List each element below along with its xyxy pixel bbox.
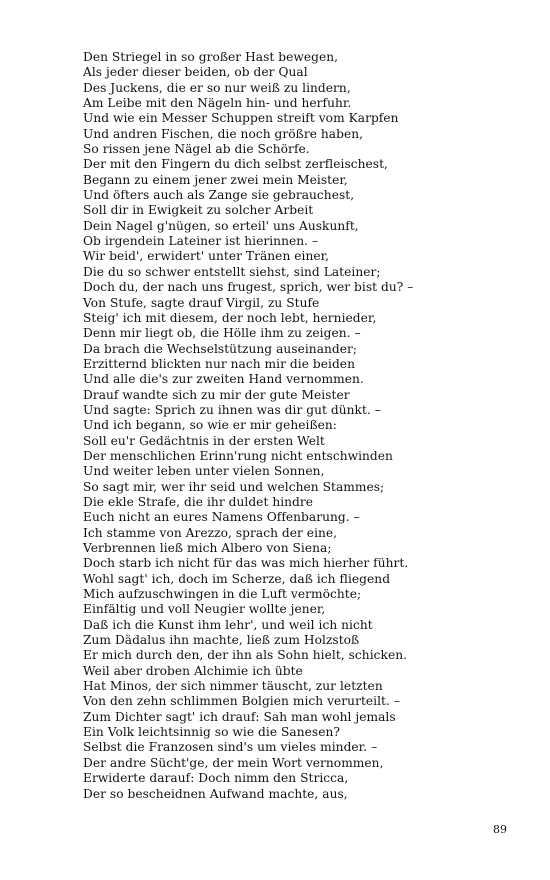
verse-line: Mich aufzuschwingen in die Luft vermöchte; — [83, 587, 362, 602]
verse-text — [83, 50, 523, 802]
verse-line: Euch nicht an eures Namens Offenbarung. – — [83, 510, 360, 525]
verse-line: So sagt mir, wer ihr seid und welchen Stammes; — [83, 479, 385, 494]
verse-line: Begann zu einem jener zwei mein Meister, — [83, 172, 348, 187]
verse-line: Wohl sagt' ich, doch im Scherze, daß ich fliegend — [83, 571, 391, 586]
verse-line: Da brach die Wechselstützung auseinander; — [83, 341, 358, 356]
verse-line: Selbst die Franzosen sind's um vieles minder. – — [83, 740, 378, 755]
verse-line: Den Striegel in so großer Hast bewegen, — [83, 50, 339, 64]
verse-line: Von den zehn schlimmen Bolgien mich verurteilt. – — [83, 694, 400, 709]
verse-line: Die du so schwer entstellt siehst, sind Lateiner; — [83, 264, 381, 279]
verse-line: Dein Nagel g'nügen, so erteil' uns Auskunft, — [83, 218, 359, 233]
verse-line: Ob irgendein Lateiner ist hierinnen. – — [83, 234, 319, 249]
verse-line: Und andren Fischen, die noch größre haben, — [83, 126, 364, 141]
verse-line: Soll eu'r Gedächtnis in der ersten Welt — [83, 433, 325, 448]
verse-line: So rissen jene Nägel ab die Schörfe. — [83, 142, 310, 157]
verse-line: Zum Dädalus ihn machte, ließ zum Holzstoß — [83, 633, 360, 648]
verse-line: Doch du, der nach uns frugest, sprich, wer bist du? – — [83, 280, 414, 295]
verse-line: Der andre Sücht'ge, der mein Wort vernommen, — [83, 755, 384, 770]
verse-line: Ein Volk leichtsinnig so wie die Sanesen? — [83, 725, 340, 740]
verse-line: Von Stufe, sagte drauf Virgil, zu Stufe — [83, 295, 320, 310]
verse-line: Erwiderte darauf: Doch nimm den Stricca, — [83, 771, 349, 786]
verse-line: Soll dir in Ewigkeit zu solcher Arbeit — [83, 203, 314, 218]
verse-line: Steig' ich mit diesem, der noch lebt, hernieder, — [83, 310, 377, 325]
verse-line: Verbrennen ließ mich Albero von Siena; — [83, 541, 332, 555]
verse-line: Er mich durch den, der ihn als Sohn hielt, schicken. — [83, 648, 408, 663]
verse-line: Und öfters auch als Zange sie gebrauchest, — [83, 188, 355, 203]
verse-line: Erzitternd blickten nur nach mir die beiden — [83, 356, 355, 371]
page-number: 89 — [493, 823, 507, 836]
verse-line: Ich stamme von Arezzo, sprach der eine, — [83, 525, 338, 540]
verse-line: Und alle die's zur zweiten Hand vernommen. — [83, 372, 364, 387]
verse-line: Drauf wandte sich zu mir der gute Meister — [83, 387, 350, 402]
verse-line: Des Juckens, die er so nur weiß zu lindern, — [83, 80, 351, 95]
verse-line: Und ich begann, so wie er mir geheißen: — [83, 418, 337, 433]
verse-line: Doch starb ich nicht für das was mich hierher führt. — [83, 556, 409, 571]
verse-line: Hat Minos, der sich nimmer täuscht, zur letzten — [83, 679, 383, 694]
verse-line: Weil aber droben Alchimie ich übte — [83, 663, 303, 678]
verse-line: Der menschlichen Erinn'rung nicht entschwinden — [83, 448, 393, 463]
verse-line: Der so bescheidnen Aufwand machte, aus, — [83, 786, 348, 801]
verse-line: Und wie ein Messer Schuppen streift vom Karpfen — [83, 111, 399, 126]
verse-line: Der mit den Fingern du dich selbst zerfleischest, — [83, 157, 388, 172]
verse-line: Am Leibe mit den Nägeln hin- und herfuhr. — [83, 96, 352, 111]
verse-line: Zum Dichter sagt' ich drauf: Sah man wohl jemals — [83, 709, 396, 724]
verse-line: Denn mir liegt ob, die Hölle ihm zu zeigen. – — [83, 326, 361, 341]
verse-line: Als jeder dieser beiden, ob der Qual — [83, 65, 308, 80]
verse-line: Und weiter leben unter vielen Sonnen, — [83, 464, 325, 479]
verse-line: Einfältig und voll Neugier wollte jener, — [83, 602, 326, 617]
verse-line: Die ekle Strafe, die ihr duldet hindre — [83, 494, 314, 509]
verse-line: Und sagte: Sprich zu ihnen was dir gut dünkt. – — [83, 402, 381, 417]
verse-line: Wir beid', erwidert' unter Tränen einer, — [83, 249, 330, 264]
verse-line: Daß ich die Kunst ihm lehr', und weil ich nicht — [83, 617, 373, 632]
